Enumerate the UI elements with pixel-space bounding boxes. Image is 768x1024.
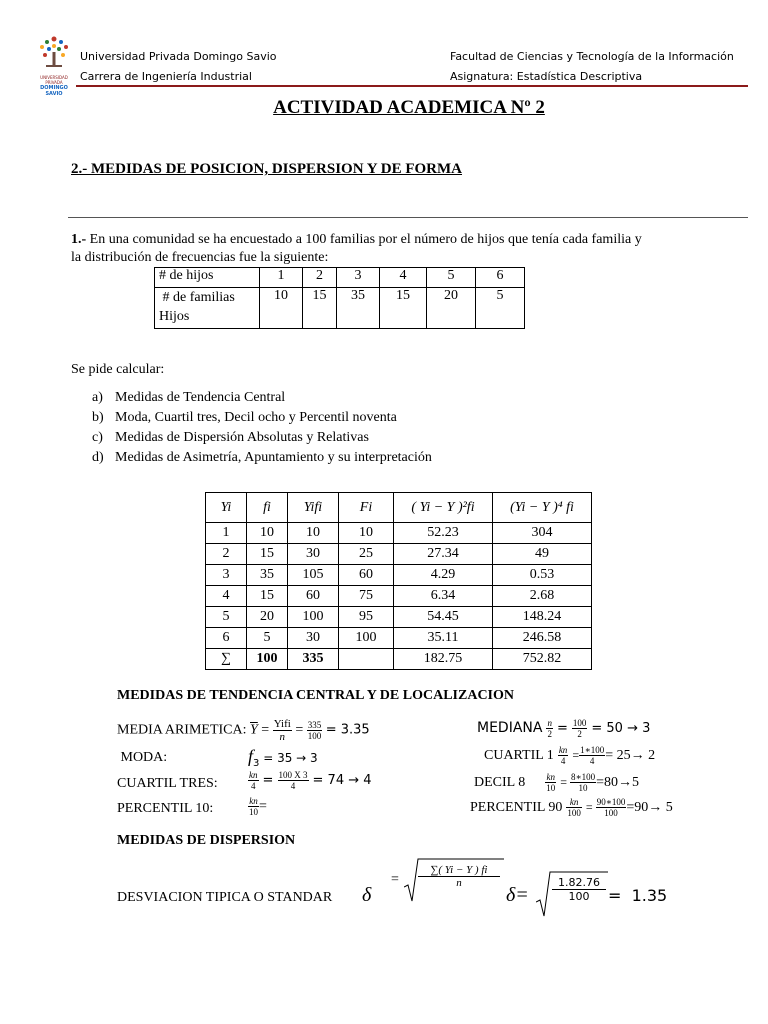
- dispersion-value: [552, 876, 606, 903]
- frac-den: 2: [577, 729, 582, 739]
- task-letter: d): [92, 450, 104, 465]
- table-cell: 1: [206, 523, 247, 544]
- table-cell: 6.34: [394, 586, 493, 607]
- table-row: [155, 268, 525, 288]
- sum-cell: ∑: [206, 649, 247, 670]
- table-cell: 10: [339, 523, 394, 544]
- moda-sub: 3: [253, 758, 260, 770]
- decil-fraction-values: [570, 772, 596, 793]
- task-text: Medidas de Tendencia Central: [115, 390, 286, 405]
- cuartil1-fraction-values: [579, 745, 605, 766]
- frac-num: 100: [572, 718, 587, 728]
- cuartil3-formula: $\frac{kn}{4}$ = $\frac{100 X 3}{4}$ = 74 → 4: [249, 770, 372, 791]
- freq-familias-cell: 10: [260, 288, 303, 329]
- frac-den: 4: [251, 781, 256, 791]
- list-item: [92, 388, 432, 408]
- table-cell: 5: [247, 628, 288, 649]
- perc90-fraction-values: [596, 797, 627, 818]
- table-cell: 15: [247, 586, 288, 607]
- table-cell: 246.58: [493, 628, 592, 649]
- cuartil3-result: = 74 → 4: [312, 773, 372, 789]
- frac-den: 100: [307, 731, 322, 741]
- table-cell: 95: [339, 607, 394, 628]
- frac-num: 90∗100: [596, 797, 626, 807]
- freq-hijos-cell: 3: [337, 268, 380, 288]
- freq-hijos-cell: 5: [427, 268, 476, 288]
- cuartil1-result: = 25→ 2: [605, 748, 656, 764]
- freq-familias-cell: 15: [380, 288, 427, 329]
- mediana-fraction-values: [572, 718, 588, 739]
- frac-num: kn: [249, 770, 258, 780]
- header-faculty: Facultad de Ciencias y Tecnología de la Información: [450, 50, 734, 63]
- header-career: Carrera de Ingeniería Industrial: [80, 70, 252, 83]
- column-header: (Yi − Y )⁴ fi: [493, 493, 592, 523]
- moda-result: = 35 → 3: [259, 751, 318, 765]
- mediana-label: MEDIANA: [477, 720, 543, 737]
- moda-formula: [248, 746, 318, 769]
- cuartil3-fraction-values: [278, 770, 309, 791]
- decil-formula: DECIL 8 $\frac{kn}{10}$ = $\frac{8∗100}{10}$ =80→5: [474, 772, 640, 793]
- cuartil3-label: CUARTIL TRES:: [117, 776, 218, 791]
- table-row: [206, 523, 592, 544]
- table-cell: 304: [493, 523, 592, 544]
- mediana-result: = 50 → 3: [591, 721, 651, 737]
- media-label: MEDIA ARIMETICA:: [117, 722, 247, 738]
- formula-numerator: ∑( Yi − Y ) fi: [418, 864, 500, 877]
- freq-hijos-cell: 4: [380, 268, 427, 288]
- moda-label: MODA:: [117, 750, 168, 765]
- frac-num: kn: [558, 745, 568, 755]
- frac-num: 8∗100: [570, 772, 596, 782]
- table-cell: 3: [206, 565, 247, 586]
- table-cell: 100: [288, 607, 339, 628]
- table-cell: 52.23: [394, 523, 493, 544]
- freq-row2-label-a: # de familias: [159, 290, 235, 305]
- moda-f: f: [248, 746, 254, 766]
- table-cell: 2.68: [493, 586, 592, 607]
- problem-text-line2: la distribución de frecuencias fue la siguiente:: [71, 250, 329, 265]
- frac-num: 100 X 3: [278, 770, 308, 780]
- section-divider: [68, 217, 748, 218]
- frac-num: kn: [249, 796, 258, 806]
- frac-num: 1∗100: [580, 745, 605, 755]
- table-cell: 100: [339, 628, 394, 649]
- cuartil1-label: CUARTIL 1: [484, 748, 554, 764]
- media-fraction-values: [307, 720, 323, 741]
- table-row: [206, 586, 592, 607]
- media-result: = 3.35: [325, 722, 370, 738]
- frac-den: n: [279, 731, 286, 743]
- table-row: [155, 288, 525, 329]
- task-letter: a): [92, 390, 103, 405]
- data-table: [205, 492, 592, 670]
- problem-statement: [71, 231, 751, 267]
- frac-den: 100: [567, 808, 581, 818]
- formula-denominator: n: [456, 877, 462, 889]
- table-row: [206, 628, 592, 649]
- logo-tree-icon: [34, 34, 74, 70]
- perc90-formula: PERCENTIL 90 $\frac{kn}{100}$ = $\frac{90∗100}{100}$ =90→ 5: [470, 797, 673, 818]
- value-denominator: 100: [568, 890, 590, 903]
- table-cell: 15: [247, 544, 288, 565]
- dispersion-result: = 1.35: [608, 886, 668, 905]
- frac-den: 10: [578, 783, 588, 793]
- table-cell: 4.29: [394, 565, 493, 586]
- table-row: [206, 544, 592, 565]
- problem-text-line1: En una comunidad se ha encuestado a 100 familias por el número de hijos que tenía cada familia y: [86, 232, 642, 247]
- data-table-body: [206, 523, 592, 649]
- frac-den: 100: [604, 808, 618, 818]
- perc10-label: PERCENTIL 10:: [117, 801, 214, 816]
- freq-hijos-cell: 2: [303, 268, 337, 288]
- desv-label: DESVIACION TIPICA O STANDAR: [117, 890, 333, 905]
- dispersion-formula: [418, 864, 500, 889]
- table-cell: 75: [339, 586, 394, 607]
- media-eq: =: [257, 722, 270, 738]
- sum-cell: 182.75: [394, 649, 493, 670]
- freq-row1-label: # de hijos: [155, 268, 260, 288]
- cuartil1-fraction: [558, 745, 569, 766]
- problem-number: 1.-: [71, 232, 87, 247]
- logo-text-2: DOMINGO SAVIO: [40, 85, 68, 97]
- frac-num: 335: [307, 720, 322, 730]
- list-item: [92, 428, 432, 448]
- frequency-table: [154, 267, 525, 329]
- freq-row2-label-b: Hijos: [159, 309, 190, 324]
- eq-sign: =: [391, 872, 399, 887]
- cuartil1-formula: CUARTIL 1 $\frac{kn}{4}$ = $\frac{1∗100}{4}$ = 25→ 2: [484, 745, 656, 766]
- header-university: Universidad Privada Domingo Savio: [80, 50, 277, 63]
- frac-num: n: [547, 718, 552, 728]
- table-cell: 49: [493, 544, 592, 565]
- page-title: ACTIVIDAD ACADEMICA Nº 2: [273, 97, 545, 118]
- decil-label: DECIL 8: [474, 775, 526, 791]
- perc90-fraction: [566, 797, 582, 818]
- table-cell: 30: [288, 628, 339, 649]
- frac-num: Yifi: [273, 718, 291, 730]
- dispersion-heading: MEDIDAS DE DISPERSION: [117, 833, 296, 848]
- media-formula: MEDIA ARIMETICA: $\overline{Y}$ = $\frac{\text{Yifi}}{n}$ = $\frac{335}{100}$ = 3.35: [117, 718, 370, 743]
- column-header: fi: [247, 493, 288, 523]
- frac-num: kn: [566, 797, 582, 808]
- table-cell: 20: [247, 607, 288, 628]
- frac-den: 10: [546, 783, 556, 793]
- list-item: [92, 448, 432, 468]
- decil-result: =80→5: [596, 775, 640, 791]
- media-fraction: [273, 718, 292, 743]
- sum-cell: [339, 649, 394, 670]
- perc90-label: PERCENTIL 90: [470, 800, 563, 816]
- frac-den: 4: [560, 756, 566, 766]
- task-text: Moda, Cuartil tres, Decil ocho y Percentil noventa: [115, 410, 397, 425]
- table-cell: 30: [288, 544, 339, 565]
- perc10-formula: [248, 796, 267, 817]
- tasks-intro: Se pide calcular:: [71, 362, 165, 377]
- column-header: Fi: [339, 493, 394, 523]
- freq-familias-cell: 5: [476, 288, 525, 329]
- frac-den: 2: [547, 729, 552, 739]
- mediana-formula: MEDIANA $\frac{n}{2}$ = $\frac{100}{2}$ = 50 → 3: [477, 718, 651, 739]
- freq-hijos-cell: 6: [476, 268, 525, 288]
- table-cell: 148.24: [493, 607, 592, 628]
- perc10-result: =: [259, 799, 267, 815]
- task-list: [92, 388, 432, 468]
- frac-den: 4: [589, 756, 595, 766]
- task-text: Medidas de Dispersión Absolutas y Relativas: [115, 430, 369, 445]
- table-cell: 27.34: [394, 544, 493, 565]
- table-cell: 5: [206, 607, 247, 628]
- sum-cell: 335: [288, 649, 339, 670]
- table-cell: 105: [288, 565, 339, 586]
- freq-row2-label: [155, 288, 260, 329]
- perc10-fraction: [248, 796, 259, 817]
- table-cell: 10: [247, 523, 288, 544]
- table-cell: 35.11: [394, 628, 493, 649]
- column-header: Yi: [206, 493, 247, 523]
- table-cell: 60: [288, 586, 339, 607]
- delta-symbol: δ: [362, 884, 372, 906]
- freq-hijos-cell: 1: [260, 268, 303, 288]
- mediana-fraction: [546, 718, 553, 739]
- task-letter: b): [92, 410, 104, 425]
- frac-num: kn: [546, 772, 555, 782]
- decil-fraction: [545, 772, 556, 793]
- table-cell: 60: [339, 565, 394, 586]
- header-subject: Asignatura: Estadística Descriptiva: [450, 70, 643, 83]
- table-cell: 10: [288, 523, 339, 544]
- perc90-result: =90→ 5: [626, 800, 673, 816]
- list-item: [92, 408, 432, 428]
- table-row: [206, 607, 592, 628]
- task-text: Medidas de Asimetría, Apuntamiento y su interpretación: [115, 450, 432, 465]
- table-cell: 0.53: [493, 565, 592, 586]
- table-cell: 2: [206, 544, 247, 565]
- table-cell: 25: [339, 544, 394, 565]
- table-row: [206, 565, 592, 586]
- sum-cell: 100: [247, 649, 288, 670]
- column-header: ( Yi − Y )²fi: [394, 493, 493, 523]
- freq-familias-cell: 15: [303, 288, 337, 329]
- column-header: Yifi: [288, 493, 339, 523]
- table-sum-row: [206, 649, 592, 670]
- table-cell: 54.45: [394, 607, 493, 628]
- frac-den: 4: [290, 781, 296, 791]
- media-ybar: $\overline{Y}$: [250, 722, 258, 738]
- frac-den: 10: [249, 807, 258, 817]
- freq-familias-cell: 20: [427, 288, 476, 329]
- logo-text-1: UNIVERSIDAD PRIVADA: [40, 75, 68, 85]
- header-rule: [76, 85, 748, 87]
- freq-familias-cell: 35: [337, 288, 380, 329]
- section-title: 2.- MEDIDAS DE POSICION, DISPERSION Y DE FORMA: [71, 161, 463, 177]
- logo: [34, 34, 74, 97]
- task-letter: c): [92, 430, 103, 445]
- sum-cell: 752.82: [493, 649, 592, 670]
- central-heading: MEDIDAS DE TENDENCIA CENTRAL Y DE LOCALIZACION: [117, 688, 514, 703]
- table-cell: 35: [247, 565, 288, 586]
- table-cell: 4: [206, 586, 247, 607]
- table-cell: 6: [206, 628, 247, 649]
- delta2-symbol: δ=: [506, 884, 529, 906]
- value-numerator: 1.82.76: [552, 876, 606, 890]
- cuartil3-fraction: [248, 770, 259, 791]
- table-header-row: [206, 493, 592, 523]
